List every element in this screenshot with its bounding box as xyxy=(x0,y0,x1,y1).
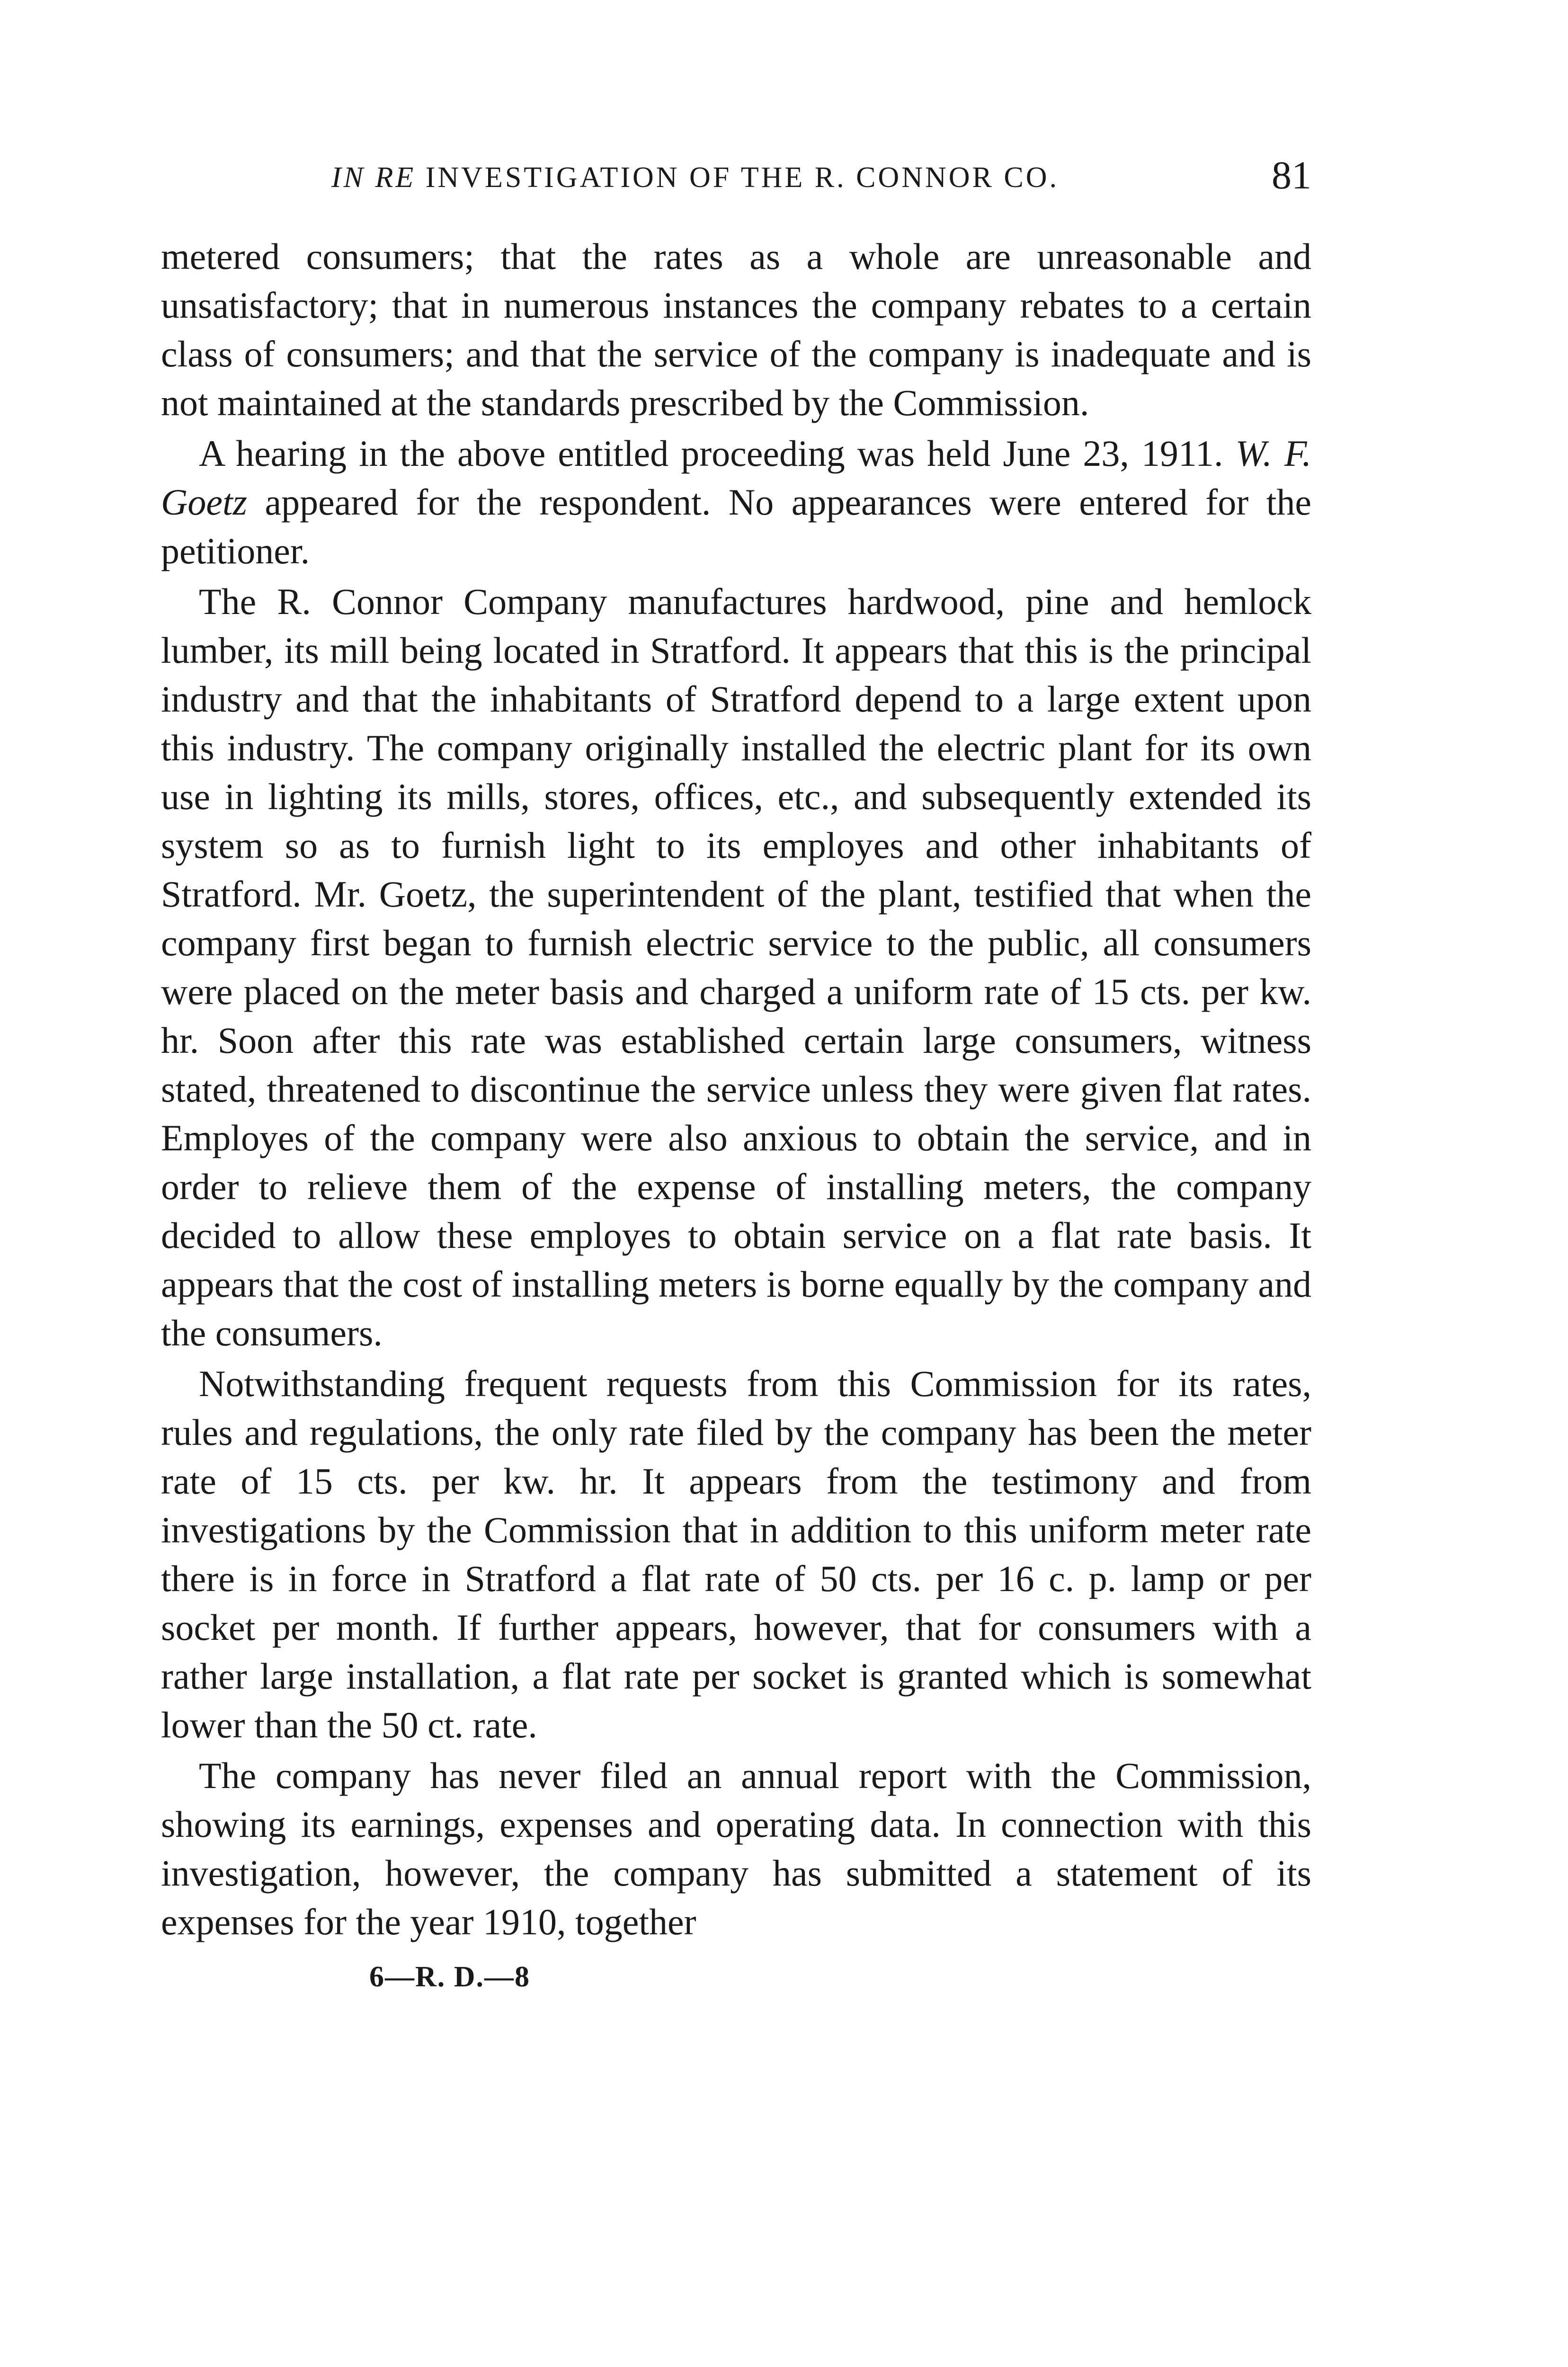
running-title-italic: IN RE xyxy=(331,161,416,194)
paragraph-2 xyxy=(161,429,1311,575)
paragraph-5: The company has never filed an annual report with the Commission, showing its earnings, expenses and operating data. In connection with this investigation, however, the company has submitted a statement of its expenses for the year 1910, together xyxy=(161,1755,1311,1942)
running-head xyxy=(161,142,1311,213)
paragraph-3: The R. Connor Company manufactures hardwood, pine and hemlock lumber, its mill being located in Stratford. It appears that this is the principal industry and that the inhabitants of Stratford depend to a large extent upon this industry. The company originally installed the electric plant for its own use in lighting its mills, stores, offices, etc., and subsequently extended its system so as to furnish light to its employes and other inhabitants of Stratford. Mr. Goetz, the superintendent of the plant, testified that when the company first began to furnish electric service to the public, all consumers were placed on the meter basis and charged a uniform rate of 15 cts. per kw. hr. Soon after this rate was established certain large consumers, witness stated, threatened to discontinue the service unless they were given flat rates. Employes of the company were also anxious to obtain the service, and in order to relieve them of the expense of installing meters, the company decided to allow these employes to obtain service on a flat rate basis. It appears that the cost of installing meters is borne equally by the company and the consumers. xyxy=(161,581,1311,1353)
signature-mark: 6—R. D.—8 xyxy=(369,1961,531,1993)
paragraph-1: metered consumers; that the rates as a whole are unreasonable and unsatisfactory; that in numerous instances the company rebates to a certain class of consumers; and that the service of the company is inadequate and is not maintained at the standards prescribed by the Commission. xyxy=(161,236,1311,423)
counsel-name: W. F. Goetz xyxy=(161,433,1312,523)
running-title xyxy=(331,161,1059,195)
paragraph-2-before: A hearing in the above entitled proceeding was held June 23, 1911. xyxy=(199,433,1223,474)
paragraph-4: Notwithstanding frequent requests from this Commission for its rates, rules and regulations, the only rate filed by the company has been the meter rate of 15 cts. per kw. hr. It appears from the testimony and from investigations by the Commission that in addition to this uniform meter rate there is in force in Stratford a flat rate of 50 cts. per 16 c. p. lamp or per socket per month. If further appears, however, that for consumers with a rather large installation, a flat rate per socket is granted which is somewhat lower than the 50 ct. rate. xyxy=(161,1363,1311,1745)
document-page xyxy=(161,142,1311,1994)
body-text xyxy=(161,232,1311,1946)
paragraph-2-after: appeared for the respondent. No appearances were entered for the petitioner. xyxy=(161,481,1312,571)
running-title-text: INVESTIGATION OF THE R. CONNOR CO. xyxy=(425,161,1060,194)
page-number: 81 xyxy=(1272,153,1311,197)
